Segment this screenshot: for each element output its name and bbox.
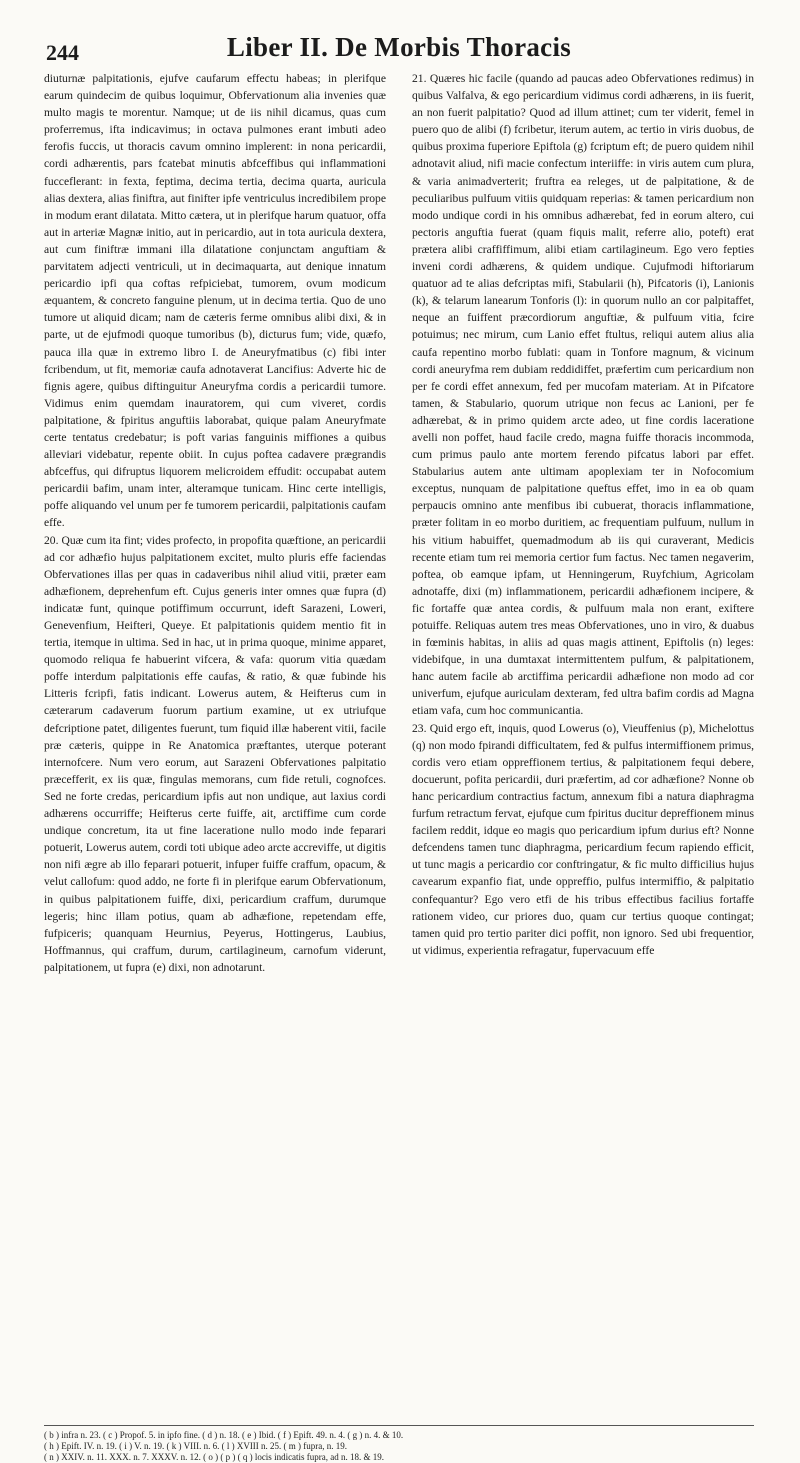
page-number: 244 [46,40,79,65]
footnote-line: ( b ) infra n. 23. ( c ) Propof. 5. in ipfo fine. ( d ) n. 18. ( e ) Ibid. ( f ) Epift. 49. n. 4. ( g ) n. 4. & 10. [44,1430,404,1440]
paragraph: diuturnæ palpitationis, ejufve caufarum effectu habeas; in plerifque earum quindecim de quibus loquimur, Obfervationum alia invenies quæ multo magis te morentur. Namque; ut de iis nihil dicamus, quas cum proferremus, ifta indicavimus; in octava pulmones erant imbuti adeo ferofis fuccis, ut thoracis cavum omnino implerent: in nona pericardii, cordi adhærentis, pars fcatebat minutis abfceffibus qui inflammationi fucceflerant: in fexta, feptima, decima tertia, decima quarta, auricula alias dextera, alias finiftra, aut finifter ipfe ventriculus incredibilem prope in modum erant dilatata. Mitto cætera, ut in plerifque harum quatuor, offa aut in arteriæ Magnæ initio, aut in pericardio, aut in tota auricula dextera, aut cum finiftræ immani illa dilatatione conjunctam anguftiam & parvitatem adjecti ventriculi, ut in decimaquarta, aut denique innatum pericardio ipfi qua coftas refpiciebat, tumorem, ovum modicum æquantem, & concreto fanguine plenum, ut in decima tertia. Quo de uno tumore ut aliquid dicam; nam de cæteris ferme omnibus alibi dixi, & in parte, ut de ejufmodi quoque tumoribus (b), dicturus fum; vide, quæfo, pauca illa quæ in extremo libro I. de Aneuryfmatibus (c) fibi inter fcribendum, ut fit, memoriæ caufa adnotaverat Lancifius: Adverte hic de fignis agere, quibus diftinguitur Aneuryfma cordis a pericardii tumore. Vidimus enim quemdam inauratorem, qui cum viveret, cordis palpitatione, & fpiritus anguftiis laborabat, quique palam Aneuryfmate certe tentatus credebatur; is poft varias fanguinis miffiones a quibus alleviari videbatur, repente obiit. In cujus poftea cadavere prægrandis abfceffus, qui difruptus liquorem melicroidem effudit: occupabat autem pericardii bafim, unam inter, alteramque tunicam. Hinc certe intelligis, poffe aliquando vel unum per fe tumorem pericardii, palpitationis caufam effe. [44,72,386,530]
right-column [412,70,754,1425]
footnote-line: ( n ) XXIV. n. 11. XXX. n. 7. XXXV. n. 12. ( o ) ( p ) ( q ) locis indicatis fupra, ad n. 18. & 19. [44,1452,385,1462]
footnote-divider [44,1425,754,1426]
text-columns [44,70,754,1425]
paragraph: 21. Quæres hic facile (quando ad paucas adeo Obfervationes redimus) in quibus Valfalva, & ego pericardium vidimus cordi adhærens, in iis fuerit, an non fuerit palpitatio? Quod ad illum attinet; cum ter viderit, femel in puero quo de alibi (f) fcribetur, iterum autem, ac tertio in viris duobus, de quibus proxima fuperiore Epiftola (g) fcriptum eft; de puero quidem nihil adnotavit aliud, nifi macie confectum interiiffe: in viris autem cum plura, & varia animadverterit; fruftra ea releges, ut de palpitatione, & de peculiaribus pulfuum vitiis quidquam reperias: & tamen pericardium non modo undique cordi in his omnibus adhærebat, fed in eorum altero, cui pectoris anguftia fuerat (quam fiquis malit, referre alio, poteft) erat prætera alibi craffiffimum, alibi etiam cartilagineum. Ego vero fepties inveni cordi adhærens, & quidem undique. Cujufmodi hiftoriarum quatuor ad te alias defcriptas mifi, Stabularii (h), Pifcatoris (i), Lanionis (k), & telarum lanearum Tonforis (l): in quorum nullo an cor palpitaffet, neque an fuiffent præcordiorum anguftiæ, & pulfuum vitia, fcire potuimus; nec mirum, cum Lanio effet ftultus, reliqui autem alius alia caufa repentino morbo fublati: quam in Tonfore magnum, & vicinum cordi aneuryfma rem dubiam reddidiffet, præfertim cum pericardium non per fe cordi effet annexum, fed per mucofam materiam. At in Pifcatore tamen, & Stabulario, quorum utrique non fecus ac Lanioni, per fe adhærebat, & in primo quidem arcte adeo, ut fine cordis laceratione avelli non poffet, haud facile credo, magna fuiffe thoracis incommoda, cum primus paulo ante mortem ferendo pifcatus labori par effet. Stabularius autem ante ultimam apoplexiam ter in Nofocomium exceptus, nunquam de palpitatione queftus effet, imo in ea ob quam perpaucis omnino ante menfibus ibi cubuerat, thoracis inflammatione, præter folitam in eo morbo duritiem, ac frequentiam pulfuum, nullum in his vitium habuiffet, quemadmodum ab iis qui curaverant, Medicis recente etiam tum rei memoria certior fum factus. Nec tamen negaverim, poftea, ob eamque ipfam, ut Henningerum, Ruyfchium, Agricolam adnotaffe, dixi (m) inflammationem, pericardii adhæfionem incipere, & fic fortaffe quæ antea cordis, & pulfuum mala non erant, exiftere potuiffe. Reliquas autem tres meas Obfervationes, uno in viro, & duabus in fœminis habitas, in aliis ad quas magis attinent, Epiftolis (n) leges: videbifque, in una dumtaxat intermittentem pulfum, & palpitationem, hanc autem facile ab arctiffima pericardii adhæfione non modo ad cor univerfum, ejufque auriculam dexteram, fed ultra bafim cordis ad Magna etiam vafa, cum hoc communicantia. [412,72,754,718]
running-head: Liber II. De Morbis Thoracis [226,32,572,62]
footnote-line: ( h ) Epift. IV. n. 19. ( i ) V. n. 19. ( k ) VIII. n. 6. ( l ) XVIII n. 25. ( m ) fupra, n. 19. [44,1441,348,1451]
page-header [44,28,754,64]
left-column [44,70,386,1425]
footnotes [44,1430,754,1463]
paragraph: 20. Quæ cum ita fint; vides profecto, in propofita quæftione, an pericardii ad cor adhæfio hujus palpitationem excitet, multo pluris effe faciendas Obfervationes illas per quas in cadaveribus nihil aliud vitii, præter eam adhæfionem, deprehenfum eft. Cujus generis inter omnes quæ fupra (d) indicatæ funt, quinque potiffimum occurrunt, ideft Sarazeni, Loweri, Genevenfium, Heifteri, Queye. Et palpitationis quidem mentio fit in tertia, itemque in ultima. Sed in hac, ut in prima quoque, minime apparet, quomodo reliqua fe habuerint vifcera, & vafa: quorum vitia quædam poffe interdum palpitationis effe caufas, & ratio, & quæ fubinde his Litteris fcripfi, fatis indicant. Lowerus autem, & Heifterus cum in cæterarum cadaverum fuorum partium examine, ut ex utriufque defcriptione patet, diligentes fuerunt, tum fiquid illæ haberent vitii, facile præ cæteris, quippe in Re Anatomica præftantes, uterque poterant internofcere. Num vero eorum, aut Sarazeni Obfervationes palpitatio præcefferit, ex iis quæ, fingulas memorans, cum fide retuli, cognofces. Sed ne forte credas, pericardium ipfis aut non undique, aut laxius cordi adhærens occurriffe; Heifterus certe fuiffe, ait, arctiffime cum corde undique concretum, ita ut fine laceratione nullo modo inde feparari potuerit, Lowerus autem, cordi toti ubique adeo arcte accreviffe, ut digitis non nifi ægre ab illo feparari potuerit, infuper fuiffe craffum, opacum, & velut callofum: quod addo, ne forte fi in plerifque earum Obfervationum, in quibus palpitationem fuiffe, dixi, pericardium craffum, durumque legeris; hinc illam potius, quam ab adhæfione, repetendam effe, fufpiceris; quanquam Heurnius, Peyerus, Hottingerus, Laubius, Hoffmannus, qui craffum, durum, cartilagineum, carnofum viderunt, palpitationem, ut fupra (e) dixi, non adnotarunt. [44,533,386,974]
paragraph: 23. Quid ergo eft, inquis, quod Lowerus (o), Vieuffenius (p), Michelottus (q) non modo fpirandi difficultatem, fed & pulfus intermiffionem primus, cordis vero etiam oppreffionem tertius, & palpitationem fequi debere, docuerunt, pofita pericardii, duri præfertim, ad cor adhæfione? Nonne ob hanc pericardium contractius factum, annexum fibi a natura diaphragma furfum retractum fervat, ejufque cum fpiritus ducitur depreffionem minus facilem reddit, idque eo magis quo pericardium ipfum durius eft? Nonne defcendens tamen tunc diaphragma, pericardium fecum rapiendo efficit, ut tunc magis a pericardio cor conftringatur, & fic multo difficilius hujus cavearum expanfio fiat, unde oppreffio, pulfus intermiffio, & palpitatio confequantur? Ego vero etfi de his tribus effectibus facilius fortaffe rationem video, cur priores duo, quam cur tertius quoque contingat; tamen quid pro tertio pariter dici poffit, non ignoro. Sed ubi frequentior, ut vidimus, experientia refragatur, fupervacuum effe [412,721,754,957]
